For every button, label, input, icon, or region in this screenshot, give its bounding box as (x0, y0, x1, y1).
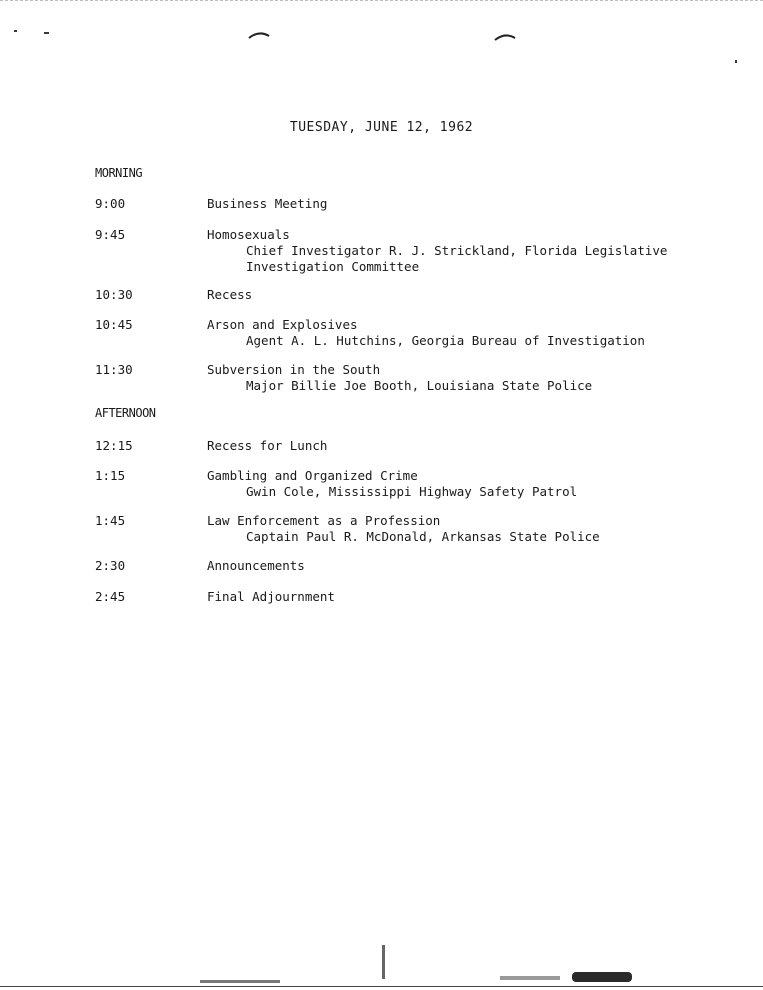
item-time: 10:30 (95, 287, 133, 302)
item-title: Recess (207, 287, 253, 302)
item-speaker (207, 333, 645, 349)
speaker-line: Captain Paul R. McDonald, Arkansas State Police (246, 529, 600, 544)
section-heading-morning: MORNING (95, 166, 143, 180)
item-event (207, 196, 327, 212)
item-speaker (207, 529, 600, 545)
item-event (207, 362, 592, 394)
item-speaker (207, 484, 577, 500)
scan-speck (735, 60, 737, 63)
item-time: 11:30 (95, 362, 133, 377)
item-event (207, 438, 327, 454)
item-time: 9:00 (95, 196, 126, 211)
page-top-edge (0, 0, 763, 1)
item-title: Law Enforcement as a Profession (207, 513, 441, 528)
speaker-line: Major Billie Joe Booth, Louisiana State Police (246, 378, 593, 393)
item-event (207, 468, 577, 500)
item-title: Gambling and Organized Crime (207, 468, 418, 483)
speaker-line: Gwin Cole, Mississippi Highway Safety Patrol (246, 484, 578, 499)
page-title: TUESDAY, JUNE 12, 1962 (289, 120, 474, 135)
scan-speck (44, 32, 49, 34)
item-title: Subversion in the South (207, 362, 381, 377)
item-time: 1:45 (95, 513, 126, 528)
item-time: 12:15 (95, 438, 133, 453)
item-title: Final Adjournment (207, 589, 335, 604)
item-time: 1:15 (95, 468, 126, 483)
item-time: 9:45 (95, 227, 126, 242)
section-heading-afternoon: AFTERNOON (95, 406, 156, 420)
item-title: Homosexuals (207, 227, 290, 242)
item-event (207, 227, 667, 275)
speaker-line: Agent A. L. Hutchins, Georgia Bureau of Investigation (246, 333, 645, 348)
speaker-line: Chief Investigator R. J. Strickland, Florida Legislative (246, 243, 668, 258)
item-speaker (207, 378, 592, 394)
item-time: 2:30 (95, 558, 126, 573)
item-title: Announcements (207, 558, 305, 573)
item-title: Arson and Explosives (207, 317, 358, 332)
scan-blot (572, 972, 632, 982)
scan-streak (500, 976, 560, 980)
scan-streak (200, 980, 280, 983)
item-time: 2:45 (95, 589, 126, 604)
item-speaker (207, 243, 667, 275)
item-event (207, 287, 252, 303)
scan-speck (14, 30, 17, 32)
item-title: Business Meeting (207, 196, 328, 211)
punch-mark-left (248, 30, 270, 40)
scan-streak (382, 945, 385, 979)
item-title: Recess for Lunch (207, 438, 328, 453)
item-time: 10:45 (95, 317, 133, 332)
item-event (207, 558, 305, 574)
punch-mark-right (494, 32, 516, 42)
item-event (207, 513, 600, 545)
item-event (207, 317, 645, 349)
item-event (207, 589, 335, 605)
speaker-line: Investigation Committee (246, 259, 420, 274)
page-bottom-edge (0, 986, 763, 987)
